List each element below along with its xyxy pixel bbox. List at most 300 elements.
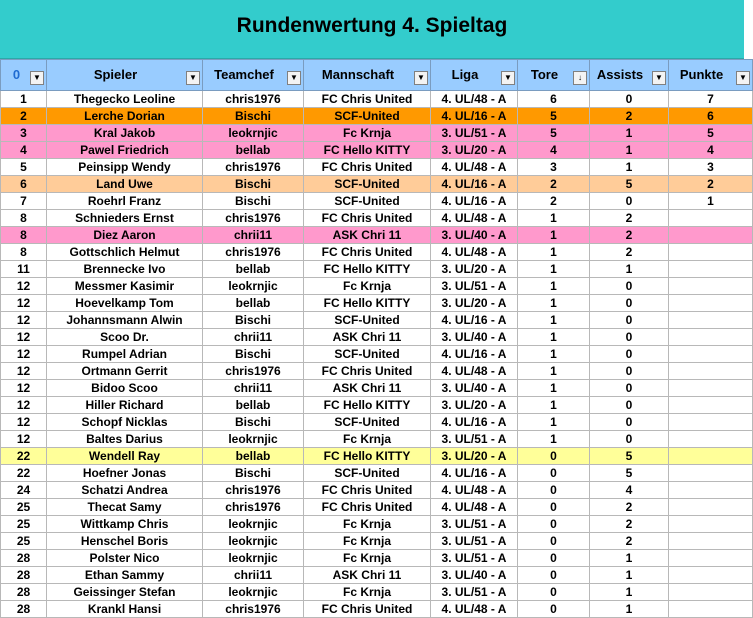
cell-team: ASK Chri 11	[304, 567, 431, 584]
cell-player: Pawel Friedrich	[47, 142, 203, 159]
cell-team: Fc Krnja	[304, 584, 431, 601]
cell-league: 4. UL/48 - A	[431, 363, 518, 380]
cell-player: Hiller Richard	[47, 397, 203, 414]
cell-assists: 2	[590, 533, 669, 550]
cell-assists: 0	[590, 278, 669, 295]
cell-rank: 25	[1, 533, 47, 550]
cell-chef: Bischi	[203, 176, 304, 193]
cell-rank: 8	[1, 210, 47, 227]
cell-assists: 0	[590, 193, 669, 210]
cell-league: 3. UL/20 - A	[431, 448, 518, 465]
cell-goals: 1	[518, 346, 590, 363]
page-title: Rundenwertung 4. Spieltag	[236, 14, 508, 37]
cell-assists: 1	[590, 261, 669, 278]
cell-league: 3. UL/51 - A	[431, 533, 518, 550]
table-row	[1, 193, 753, 210]
cell-assists: 1	[590, 159, 669, 176]
dropdown-arrow-icon[interactable]: ▼	[501, 71, 515, 85]
cell-player: Land Uwe	[47, 176, 203, 193]
cell-rank: 28	[1, 550, 47, 567]
cell-rank: 28	[1, 567, 47, 584]
cell-goals: 0	[518, 601, 590, 618]
table-row	[1, 227, 753, 244]
table-row	[1, 91, 753, 108]
header-assists-label: Assists	[596, 67, 644, 82]
cell-league: 4. UL/16 - A	[431, 193, 518, 210]
cell-league: 4. UL/16 - A	[431, 176, 518, 193]
table-row	[1, 295, 753, 312]
cell-points: 4	[669, 142, 753, 159]
cell-player: Roehrl Franz	[47, 193, 203, 210]
cell-assists: 1	[590, 601, 669, 618]
cell-chef: bellab	[203, 142, 304, 159]
cell-assists: 0	[590, 380, 669, 397]
cell-points: 5	[669, 125, 753, 142]
header-player	[47, 60, 203, 91]
cell-rank: 4	[1, 142, 47, 159]
cell-assists: 1	[590, 584, 669, 601]
table-row	[1, 550, 753, 567]
cell-team: SCF-United	[304, 108, 431, 125]
cell-rank: 12	[1, 363, 47, 380]
cell-chef: bellab	[203, 261, 304, 278]
cell-points	[669, 550, 753, 567]
cell-points	[669, 210, 753, 227]
table-row	[1, 125, 753, 142]
cell-rank: 3	[1, 125, 47, 142]
cell-chef: chris1976	[203, 482, 304, 499]
table-body	[1, 91, 753, 618]
cell-league: 3. UL/20 - A	[431, 261, 518, 278]
table-row	[1, 533, 753, 550]
cell-player: Lerche Dorian	[47, 108, 203, 125]
header-goals	[518, 60, 590, 91]
cell-league: 3. UL/40 - A	[431, 227, 518, 244]
cell-goals: 1	[518, 397, 590, 414]
table-row	[1, 567, 753, 584]
header-points-label: Punkte	[679, 67, 724, 82]
cell-assists: 5	[590, 176, 669, 193]
table-row	[1, 363, 753, 380]
cell-league: 4. UL/48 - A	[431, 601, 518, 618]
cell-points	[669, 227, 753, 244]
cell-goals: 0	[518, 584, 590, 601]
cell-league: 3. UL/51 - A	[431, 516, 518, 533]
cell-goals: 1	[518, 414, 590, 431]
cell-chef: Bischi	[203, 414, 304, 431]
cell-goals: 1	[518, 431, 590, 448]
cell-goals: 1	[518, 363, 590, 380]
table-row	[1, 159, 753, 176]
cell-rank: 7	[1, 193, 47, 210]
cell-player: Polster Nico	[47, 550, 203, 567]
cell-assists: 2	[590, 499, 669, 516]
cell-chef: chrii11	[203, 567, 304, 584]
cell-points	[669, 244, 753, 261]
cell-points	[669, 516, 753, 533]
cell-rank: 8	[1, 244, 47, 261]
cell-player: Baltes Darius	[47, 431, 203, 448]
cell-rank: 28	[1, 584, 47, 601]
header-row	[1, 60, 753, 91]
cell-team: FC Hello KITTY	[304, 261, 431, 278]
cell-rank: 22	[1, 465, 47, 482]
cell-assists: 0	[590, 431, 669, 448]
cell-goals: 3	[518, 159, 590, 176]
cell-chef: chris1976	[203, 91, 304, 108]
cell-league: 3. UL/20 - A	[431, 295, 518, 312]
cell-team: Fc Krnja	[304, 125, 431, 142]
table-row	[1, 584, 753, 601]
table-row	[1, 278, 753, 295]
table-row	[1, 397, 753, 414]
cell-team: FC Chris United	[304, 210, 431, 227]
cell-points: 1	[669, 193, 753, 210]
cell-goals: 1	[518, 380, 590, 397]
cell-assists: 4	[590, 482, 669, 499]
cell-team: FC Chris United	[304, 244, 431, 261]
cell-assists: 1	[590, 125, 669, 142]
header-league	[431, 60, 518, 91]
cell-player: Diez Aaron	[47, 227, 203, 244]
cell-assists: 0	[590, 312, 669, 329]
cell-rank: 11	[1, 261, 47, 278]
cell-rank: 25	[1, 516, 47, 533]
cell-team: Fc Krnja	[304, 550, 431, 567]
cell-goals: 1	[518, 227, 590, 244]
cell-rank: 12	[1, 414, 47, 431]
cell-assists: 2	[590, 108, 669, 125]
cell-player: Ethan Sammy	[47, 567, 203, 584]
dropdown-arrow-icon[interactable]: ▼	[186, 71, 200, 85]
cell-rank: 12	[1, 312, 47, 329]
cell-chef: leokrnjic	[203, 584, 304, 601]
cell-rank: 6	[1, 176, 47, 193]
cell-goals: 0	[518, 533, 590, 550]
table-row	[1, 312, 753, 329]
cell-assists: 2	[590, 516, 669, 533]
cell-team: FC Chris United	[304, 482, 431, 499]
cell-chef: chris1976	[203, 159, 304, 176]
cell-player: Wendell Ray	[47, 448, 203, 465]
cell-player: Krankl Hansi	[47, 601, 203, 618]
cell-player: Schnieders Ernst	[47, 210, 203, 227]
cell-points	[669, 329, 753, 346]
cell-rank: 12	[1, 278, 47, 295]
table-row	[1, 210, 753, 227]
header-goals-label: Tore	[530, 67, 559, 82]
header-team-label: Mannschaft	[321, 67, 395, 82]
cell-team: FC Chris United	[304, 91, 431, 108]
cell-chef: chris1976	[203, 363, 304, 380]
cell-assists: 0	[590, 346, 669, 363]
cell-goals: 5	[518, 125, 590, 142]
cell-goals: 0	[518, 465, 590, 482]
cell-goals: 5	[518, 108, 590, 125]
cell-assists: 0	[590, 397, 669, 414]
header-chef-label: Teamchef	[214, 67, 274, 82]
cell-player: Hoevelkamp Tom	[47, 295, 203, 312]
cell-points	[669, 346, 753, 363]
cell-goals: 2	[518, 176, 590, 193]
table-row	[1, 108, 753, 125]
cell-goals: 0	[518, 499, 590, 516]
cell-chef: leokrnjic	[203, 125, 304, 142]
cell-team: Fc Krnja	[304, 278, 431, 295]
cell-chef: chris1976	[203, 210, 304, 227]
cell-player: Gottschlich Helmut	[47, 244, 203, 261]
cell-rank: 2	[1, 108, 47, 125]
cell-league: 3. UL/20 - A	[431, 397, 518, 414]
cell-points: 3	[669, 159, 753, 176]
table-row	[1, 142, 753, 159]
cell-player: Thecat Samy	[47, 499, 203, 516]
header-league-label: Liga	[451, 67, 479, 82]
cell-league: 4. UL/16 - A	[431, 465, 518, 482]
cell-player: Rumpel Adrian	[47, 346, 203, 363]
cell-points	[669, 499, 753, 516]
dropdown-arrow-icon[interactable]: ▼	[652, 71, 666, 85]
cell-team: ASK Chri 11	[304, 329, 431, 346]
cell-points	[669, 397, 753, 414]
cell-goals: 1	[518, 329, 590, 346]
cell-chef: bellab	[203, 448, 304, 465]
cell-team: FC Hello KITTY	[304, 448, 431, 465]
cell-chef: chris1976	[203, 601, 304, 618]
sort-descending-icon[interactable]: ↓	[573, 71, 587, 85]
cell-points: 6	[669, 108, 753, 125]
table-row	[1, 329, 753, 346]
cell-league: 3. UL/51 - A	[431, 278, 518, 295]
cell-player: Kral Jakob	[47, 125, 203, 142]
standings-table	[0, 59, 753, 618]
cell-chef: Bischi	[203, 346, 304, 363]
header-rank	[1, 60, 47, 91]
cell-chef: leokrnjic	[203, 516, 304, 533]
cell-team: SCF-United	[304, 193, 431, 210]
cell-team: FC Hello KITTY	[304, 142, 431, 159]
cell-goals: 1	[518, 244, 590, 261]
cell-points	[669, 567, 753, 584]
cell-team: FC Hello KITTY	[304, 295, 431, 312]
cell-player: Hoefner Jonas	[47, 465, 203, 482]
cell-league: 3. UL/51 - A	[431, 584, 518, 601]
cell-points	[669, 278, 753, 295]
table-row	[1, 346, 753, 363]
cell-points	[669, 295, 753, 312]
cell-rank: 5	[1, 159, 47, 176]
cell-points: 2	[669, 176, 753, 193]
table-row	[1, 431, 753, 448]
cell-player: Geissinger Stefan	[47, 584, 203, 601]
cell-assists: 1	[590, 550, 669, 567]
header-team	[304, 60, 431, 91]
header-rank-label: 0	[12, 67, 21, 82]
cell-league: 4. UL/48 - A	[431, 482, 518, 499]
header-chef	[203, 60, 304, 91]
cell-chef: leokrnjic	[203, 278, 304, 295]
cell-goals: 1	[518, 295, 590, 312]
cell-rank: 24	[1, 482, 47, 499]
cell-rank: 12	[1, 397, 47, 414]
cell-rank: 12	[1, 329, 47, 346]
cell-player: Peinsipp Wendy	[47, 159, 203, 176]
cell-league: 3. UL/51 - A	[431, 431, 518, 448]
cell-team: SCF-United	[304, 346, 431, 363]
cell-team: Fc Krnja	[304, 431, 431, 448]
cell-rank: 22	[1, 448, 47, 465]
cell-player: Schopf Nicklas	[47, 414, 203, 431]
cell-goals: 2	[518, 193, 590, 210]
cell-player: Henschel Boris	[47, 533, 203, 550]
cell-chef: bellab	[203, 295, 304, 312]
cell-player: Thegecko Leoline	[47, 91, 203, 108]
cell-points	[669, 448, 753, 465]
cell-chef: Bischi	[203, 465, 304, 482]
cell-points	[669, 465, 753, 482]
title-bar	[0, 0, 744, 59]
cell-rank: 8	[1, 227, 47, 244]
header-points	[669, 60, 753, 91]
table-row	[1, 448, 753, 465]
cell-team: SCF-United	[304, 414, 431, 431]
table-row	[1, 465, 753, 482]
cell-rank: 12	[1, 295, 47, 312]
table-header	[1, 60, 753, 91]
cell-chef: leokrnjic	[203, 550, 304, 567]
cell-league: 4. UL/16 - A	[431, 414, 518, 431]
cell-team: ASK Chri 11	[304, 380, 431, 397]
cell-points	[669, 431, 753, 448]
table-row	[1, 414, 753, 431]
cell-rank: 12	[1, 431, 47, 448]
dropdown-arrow-icon[interactable]: ▼	[287, 71, 301, 85]
cell-assists: 0	[590, 414, 669, 431]
cell-points	[669, 312, 753, 329]
cell-player: Wittkamp Chris	[47, 516, 203, 533]
cell-league: 4. UL/16 - A	[431, 346, 518, 363]
cell-assists: 5	[590, 465, 669, 482]
cell-team: Fc Krnja	[304, 516, 431, 533]
cell-league: 3. UL/51 - A	[431, 550, 518, 567]
cell-league: 4. UL/48 - A	[431, 244, 518, 261]
cell-points	[669, 584, 753, 601]
cell-goals: 1	[518, 312, 590, 329]
header-assists	[590, 60, 669, 91]
cell-player: Brennecke Ivo	[47, 261, 203, 278]
dropdown-arrow-icon[interactable]: ▼	[414, 71, 428, 85]
cell-goals: 0	[518, 567, 590, 584]
cell-player: Ortmann Gerrit	[47, 363, 203, 380]
table-row	[1, 380, 753, 397]
cell-player: Johannsmann Alwin	[47, 312, 203, 329]
cell-goals: 1	[518, 210, 590, 227]
cell-league: 4. UL/48 - A	[431, 91, 518, 108]
cell-goals: 1	[518, 261, 590, 278]
dropdown-arrow-icon[interactable]: ▼	[30, 71, 44, 85]
cell-rank: 1	[1, 91, 47, 108]
cell-chef: leokrnjic	[203, 533, 304, 550]
table-row	[1, 499, 753, 516]
cell-assists: 0	[590, 91, 669, 108]
cell-chef: chrii11	[203, 227, 304, 244]
cell-assists: 2	[590, 244, 669, 261]
table-row	[1, 516, 753, 533]
cell-assists: 0	[590, 363, 669, 380]
table-row	[1, 244, 753, 261]
cell-goals: 0	[518, 482, 590, 499]
header-player-label: Spieler	[93, 67, 138, 82]
table-row	[1, 482, 753, 499]
cell-player: Scoo Dr.	[47, 329, 203, 346]
cell-goals: 4	[518, 142, 590, 159]
cell-chef: Bischi	[203, 108, 304, 125]
cell-chef: chris1976	[203, 244, 304, 261]
cell-rank: 12	[1, 346, 47, 363]
cell-assists: 1	[590, 142, 669, 159]
cell-team: FC Chris United	[304, 499, 431, 516]
cell-chef: chrii11	[203, 380, 304, 397]
cell-team: FC Chris United	[304, 363, 431, 380]
cell-league: 4. UL/16 - A	[431, 312, 518, 329]
cell-player: Messmer Kasimir	[47, 278, 203, 295]
table-row	[1, 261, 753, 278]
cell-player: Schatzi Andrea	[47, 482, 203, 499]
cell-points	[669, 363, 753, 380]
cell-league: 3. UL/40 - A	[431, 380, 518, 397]
cell-chef: leokrnjic	[203, 431, 304, 448]
cell-team: FC Chris United	[304, 159, 431, 176]
cell-assists: 0	[590, 329, 669, 346]
cell-team: FC Chris United	[304, 601, 431, 618]
cell-points: 7	[669, 91, 753, 108]
cell-league: 3. UL/51 - A	[431, 125, 518, 142]
table-row	[1, 176, 753, 193]
cell-goals: 0	[518, 516, 590, 533]
cell-points	[669, 380, 753, 397]
cell-points	[669, 533, 753, 550]
cell-points	[669, 601, 753, 618]
table-row	[1, 601, 753, 618]
cell-assists: 5	[590, 448, 669, 465]
cell-league: 3. UL/40 - A	[431, 567, 518, 584]
cell-team: SCF-United	[304, 465, 431, 482]
cell-league: 4. UL/48 - A	[431, 210, 518, 227]
dropdown-arrow-icon[interactable]: ▼	[736, 71, 750, 85]
cell-points	[669, 482, 753, 499]
cell-chef: Bischi	[203, 193, 304, 210]
cell-player: Bidoo Scoo	[47, 380, 203, 397]
cell-team: SCF-United	[304, 176, 431, 193]
cell-league: 3. UL/40 - A	[431, 329, 518, 346]
cell-rank: 12	[1, 380, 47, 397]
cell-goals: 0	[518, 550, 590, 567]
cell-team: FC Hello KITTY	[304, 397, 431, 414]
cell-chef: bellab	[203, 397, 304, 414]
cell-league: 4. UL/48 - A	[431, 499, 518, 516]
cell-assists: 2	[590, 210, 669, 227]
cell-assists: 2	[590, 227, 669, 244]
cell-points	[669, 261, 753, 278]
cell-rank: 28	[1, 601, 47, 618]
cell-points	[669, 414, 753, 431]
cell-league: 3. UL/20 - A	[431, 142, 518, 159]
cell-league: 4. UL/16 - A	[431, 108, 518, 125]
cell-league: 4. UL/48 - A	[431, 159, 518, 176]
cell-chef: Bischi	[203, 312, 304, 329]
cell-rank: 25	[1, 499, 47, 516]
cell-goals: 1	[518, 278, 590, 295]
